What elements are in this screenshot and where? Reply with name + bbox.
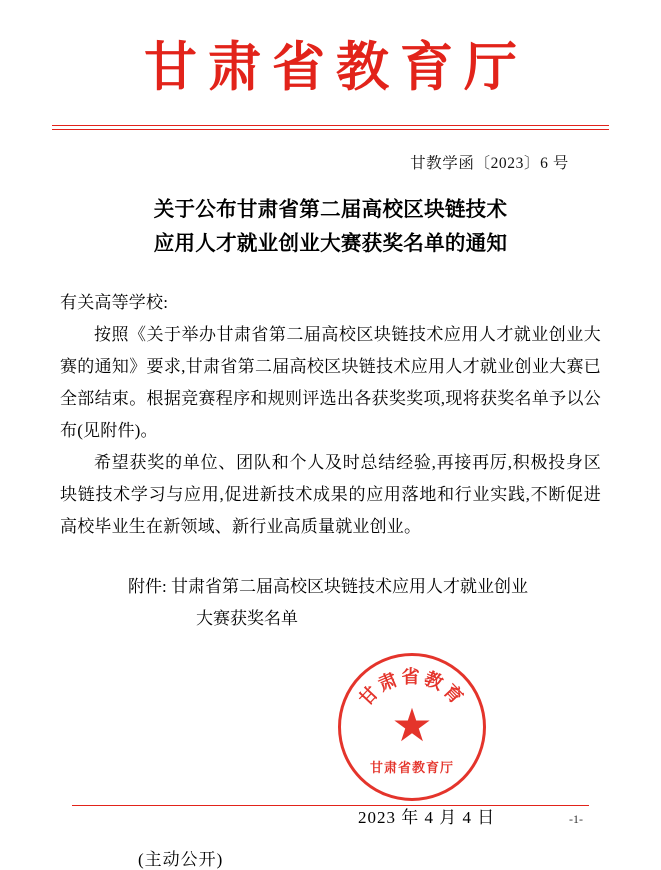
issuer-title: 甘肃省教育厅 <box>144 39 528 97</box>
star-icon: ★ <box>391 700 433 752</box>
attachment-block <box>60 571 601 635</box>
header-rule-bottom <box>52 129 609 130</box>
document-title-line-2: 应用人才就业创业大赛获奖名单的通知 <box>153 232 508 255</box>
attachment-line-1: 附件: 甘肃省第二届高校区块链技术应用人才就业创业 <box>128 576 528 596</box>
page-number: -1- <box>569 812 583 826</box>
document-date: 2023 年 4 月 4 日 <box>358 807 496 827</box>
document-header <box>0 0 661 99</box>
document-title-line-1: 关于公布甘肃省第二届高校区块链技术 <box>153 198 508 221</box>
salutation: 有关高等学校: <box>60 292 169 312</box>
disclosure-mark: (主动公开) <box>138 849 224 869</box>
seal-arc-label: 甘肃省教育 <box>355 666 469 710</box>
official-seal <box>338 653 486 801</box>
footer-rule <box>72 805 589 806</box>
seal-bottom-label: 甘肃省教育厅 <box>369 759 454 775</box>
document-title <box>68 193 593 261</box>
document-body <box>60 287 601 543</box>
body-paragraph-1: 按照《关于举办甘肃省第二届高校区块链技术应用人才就业创业大赛的通知》要求,甘肃省第二届高校区块链技术应用人才就业创业大赛已全部结束。根据竞赛程序和规则评选出各获奖奖项,现将获奖名单予以公布(见附件)。 <box>60 324 601 440</box>
document-footer <box>0 805 661 827</box>
body-paragraph-2: 希望获奖的单位、团队和个人及时总结经验,再接再厉,积极投身区块链技术学习与应用,促进新技术成果的应用落地和行业实践,不断促进高校毕业生在新领域、新行业高质量就业创业。 <box>60 452 601 536</box>
header-rule-group <box>52 125 609 130</box>
attachment-line-2: 大赛获奖名单 <box>196 608 298 628</box>
document-number: 甘教学函〔2023〕6 号 <box>410 154 569 172</box>
seal-inner <box>341 656 483 798</box>
